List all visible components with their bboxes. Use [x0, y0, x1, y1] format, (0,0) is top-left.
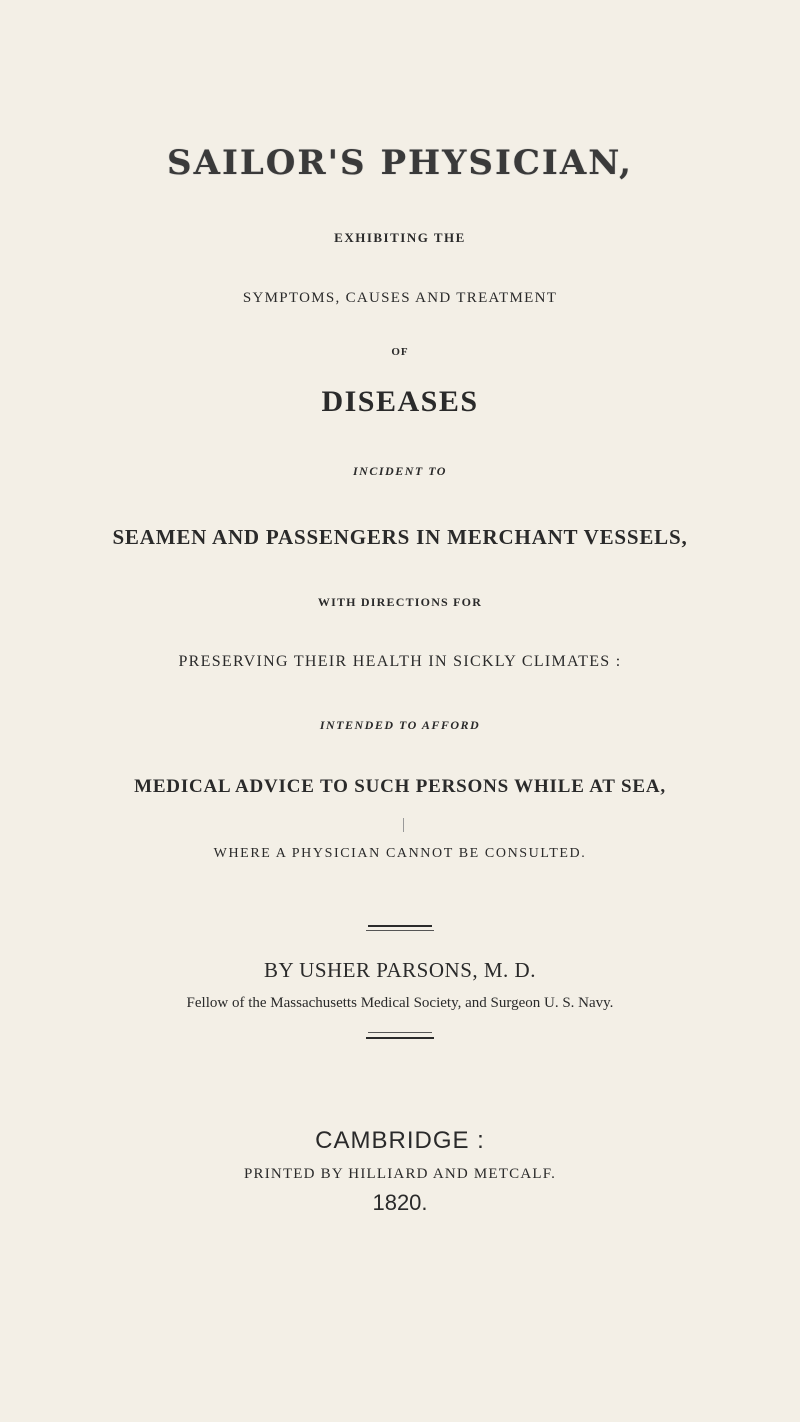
seamen-line: SEAMEN AND PASSENGERS IN MERCHANT VESSELS,	[112, 525, 688, 549]
book-title: SAILOR'S PHYSICIAN,	[167, 143, 633, 183]
with-directions-line: WITH DIRECTIONS FOR	[317, 595, 483, 609]
printer-line: PRINTED BY HILLIARD AND METCALF.	[243, 1166, 557, 1182]
symptoms-line: SYMPTOMS, CAUSES AND TREATMENT	[242, 290, 558, 306]
rule-bottom	[366, 1037, 434, 1039]
preserving-line: PRESERVING THEIR HEALTH IN SICKLY CLIMATES :	[178, 653, 622, 670]
diseases-heading: DISEASES	[321, 385, 479, 418]
print-mark	[403, 818, 404, 832]
rule-top	[368, 925, 432, 927]
incident-to-line: INCIDENT TO	[353, 464, 447, 478]
place-line: CAMBRIDGE :	[315, 1127, 485, 1154]
year-line: 1820.	[372, 1190, 428, 1215]
medical-advice-line: MEDICAL ADVICE TO SUCH PERSONS WHILE AT SEA,	[134, 776, 666, 797]
author-line: BY USHER PARSONS, M. D.	[264, 958, 536, 982]
fellow-line: Fellow of the Massachusetts Medical Society, and Surgeon U. S. Navy.	[186, 995, 614, 1011]
of-line: OF	[391, 346, 409, 358]
rule-bottom-thin	[368, 1032, 432, 1033]
intended-line: INTENDED TO AFFORD	[319, 718, 481, 732]
where-line: WHERE A PHYSICIAN CANNOT BE CONSULTED.	[213, 846, 587, 861]
rule-top-thin	[366, 930, 434, 931]
exhibiting-line: EXHIBITING THE	[334, 230, 466, 245]
